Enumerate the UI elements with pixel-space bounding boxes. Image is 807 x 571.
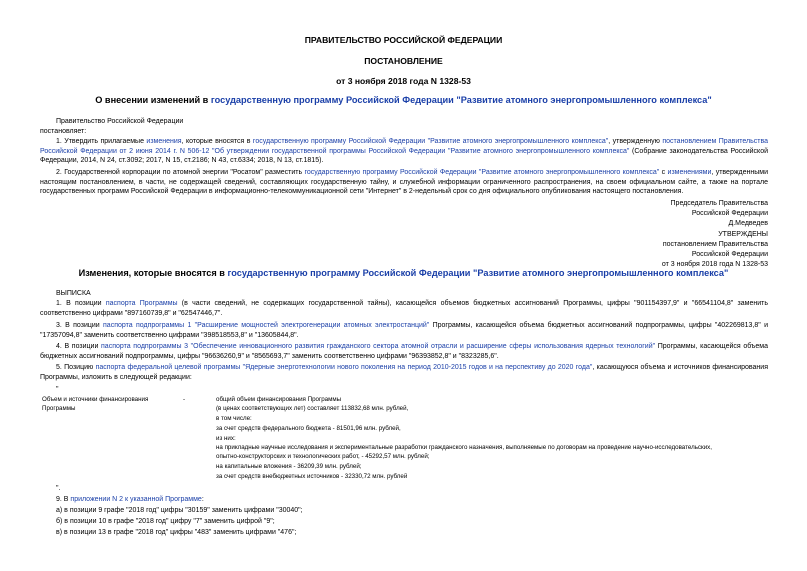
financing-row: на прикладные научные исследования и экспериментальные разработки гражданского назначения, выполняемые по договорам на проведение научно-исследовательских, xyxy=(216,444,712,451)
approved-line-3: Российской Федерации xyxy=(691,251,768,258)
text: 2. Государственной корпорации по атомной энергии "Росатом" разместить xyxy=(56,169,305,176)
financing-row: из них: xyxy=(216,435,236,442)
text: Программы, касающейся объема бюджетных ассигнований подпрограммы, цифры "96636260,9" и "8565693,7" заменить соответственно цифрами "96393852,8" и "8323285,6". xyxy=(40,343,768,360)
intro-line-2: постановляет: xyxy=(40,128,87,135)
financing-row: на капитальные вложения - 36209,39 млн. рублей; xyxy=(216,463,362,470)
text: (в части сведений, не содержащих государственной тайны), касающейся объемов бюджетных ассигнований Программы, цифры "901154397,9" и "66541104,8" заменить соответственно цифрами "897160739,8" и "62547446,7". xyxy=(40,300,768,317)
quote-open: " xyxy=(56,386,59,393)
text: (Собрание законодательства Российской Федерации, 2014, N 24, ст.3092; 2017, N 15, ст.2186; N 43, ст.6334; 2018, N 13, ст.1815). xyxy=(40,147,768,164)
passport-link[interactable]: паспорта Программы xyxy=(105,300,178,307)
resolution-link[interactable]: постановлением Правительства Российской Федерации от 2 июня 2014 г. N 506-12 "Об утверждении государственной программы Российской Федерации "Развитие атомного энергопромышленного комплекса" xyxy=(40,138,768,155)
subprogram-3-link[interactable]: паспорта подпрограммы 3 "Обеспечение инновационного развития гражданского сектора атомной отрасли и расширение сферы использования ядерных технологий" xyxy=(101,343,656,350)
federal-program-link[interactable]: паспорта федеральной целевой программы "Ядерные энерготехнологии нового поколения на период 2010-2015 годов и на перспективу до 2020 года" xyxy=(95,364,593,371)
approved-line-2: постановлением Правительства xyxy=(662,241,768,248)
text: 1. В позиции xyxy=(56,300,106,307)
document-type: ПОСТАНОВЛЕНИЕ xyxy=(364,56,443,66)
financing-row: (в ценах соответствующих лет) составляет 113832,68 млн. рублей, xyxy=(216,405,409,412)
text: , утвержденными настоящим постановлением, в части, не содержащей сведений, составляющих государственную тайну, и служебной информации ограниченного распространения, на своем официальном сайте, а также на портале государственных программ Российской Федерации в информационно-телекоммуникационной сети "Интернет" в 2-недельный срок со дня официального опубликования настоящего постановления. xyxy=(40,169,768,195)
program-link[interactable]: государственную программу Российской Федерации "Развитие атомного энергопромышленного комплекса" xyxy=(304,169,660,176)
text: 5. Позицию xyxy=(56,364,96,371)
change-1 xyxy=(40,299,768,318)
text: 9. В xyxy=(56,496,71,503)
government-name: ПРАВИТЕЛЬСТВО РОССИЙСКОЙ ФЕДЕРАЦИИ xyxy=(304,35,503,45)
table-left-label-2: Программы xyxy=(42,405,76,412)
signature-line-2: Российской Федерации xyxy=(691,210,768,217)
signature-line-1: Председатель Правительства xyxy=(670,200,768,207)
extract-label: ВЫПИСКА xyxy=(56,290,91,297)
financing-row: за счет средств внебюджетных источников - 32330,72 млн. рублей xyxy=(216,473,408,480)
approved-line-1: УТВЕРЖДЕНЫ xyxy=(718,231,768,238)
table-left-label-1: Объем и источники финансирования xyxy=(42,396,149,403)
changes-title-link[interactable]: государственную программу Российской Федерации "Развитие атомного энергопромышленного комплекса" xyxy=(227,268,729,278)
text: с xyxy=(659,169,668,176)
list-item: а) в позиции 9 графе "2018 год" цифры "30159" заменить цифрами "30040"; xyxy=(56,507,303,514)
title-prefix: О внесении изменений в xyxy=(95,95,211,105)
change-9 xyxy=(56,495,204,504)
table-dash: - xyxy=(183,396,186,403)
paragraph-1 xyxy=(40,137,768,166)
changes-link[interactable]: изменения xyxy=(146,138,182,145)
change-5 xyxy=(40,363,768,382)
financing-row: в том числе: xyxy=(216,415,252,422)
document-date: от 3 ноября 2018 года N 1328-53 xyxy=(336,76,471,86)
title-link[interactable]: государственную программу Российской Федерации "Развитие атомного энергопромышленного комплекса" xyxy=(210,95,712,105)
paragraph-2 xyxy=(40,168,768,197)
appendix-2-link[interactable]: приложении N 2 к указанной Программе xyxy=(70,496,202,503)
program-link[interactable]: государственную программу Российской Федерации "Развитие атомного энергопромышленного комплекса" xyxy=(252,138,609,145)
text: 1. Утвердить прилагаемые xyxy=(56,138,147,145)
financing-row: общий объем финансирования Программы xyxy=(216,396,342,403)
text: , которые вносятся в xyxy=(181,138,253,145)
list-item: в) в позиции 13 в графе "2018 год" цифры "483" заменить цифрами "476"; xyxy=(56,529,297,536)
changes-title xyxy=(0,269,807,278)
intro-line-1: Правительство Российской Федерации xyxy=(56,118,184,125)
change-4 xyxy=(40,342,768,361)
text: : xyxy=(201,496,204,503)
change-3 xyxy=(40,321,768,340)
subprogram-1-link[interactable]: паспорта подпрограммы 1 "Расширение мощностей электрогенерации атомных электростанций" xyxy=(103,322,430,329)
approved-line-4: от 3 ноября 2018 года N 1328-53 xyxy=(661,261,768,268)
financing-row: опытно-конструкторских и технологических работ, - 45292,57 млн. рублей; xyxy=(216,453,430,460)
document-title xyxy=(0,96,807,105)
text: 3. В позиции xyxy=(56,322,104,329)
changes-link[interactable]: изменениями xyxy=(667,169,712,176)
financing-row: за счет средств федерального бюджета - 81501,96 млн. рублей, xyxy=(216,425,401,432)
text: , касающуюся объема и источников финансирования Программы, изложить в следующей редакции: xyxy=(40,364,768,381)
text: , утвержденную xyxy=(608,138,663,145)
text: 4. В позиции xyxy=(56,343,102,350)
list-item: б) в позиции 10 в графе "2018 год" цифру "7" заменить цифрой "9"; xyxy=(56,518,275,525)
signature-name: Д.Медведев xyxy=(728,220,768,227)
quote-close: ". xyxy=(56,485,61,492)
changes-title-prefix: Изменения, которые вносятся в xyxy=(78,268,228,278)
text: Программы, касающейся объема бюджетных ассигнований подпрограммы, цифры "402269813,8" и "17357094,8" заменить соответственно цифрами "398518553,8" и "13605844,8". xyxy=(40,322,768,339)
